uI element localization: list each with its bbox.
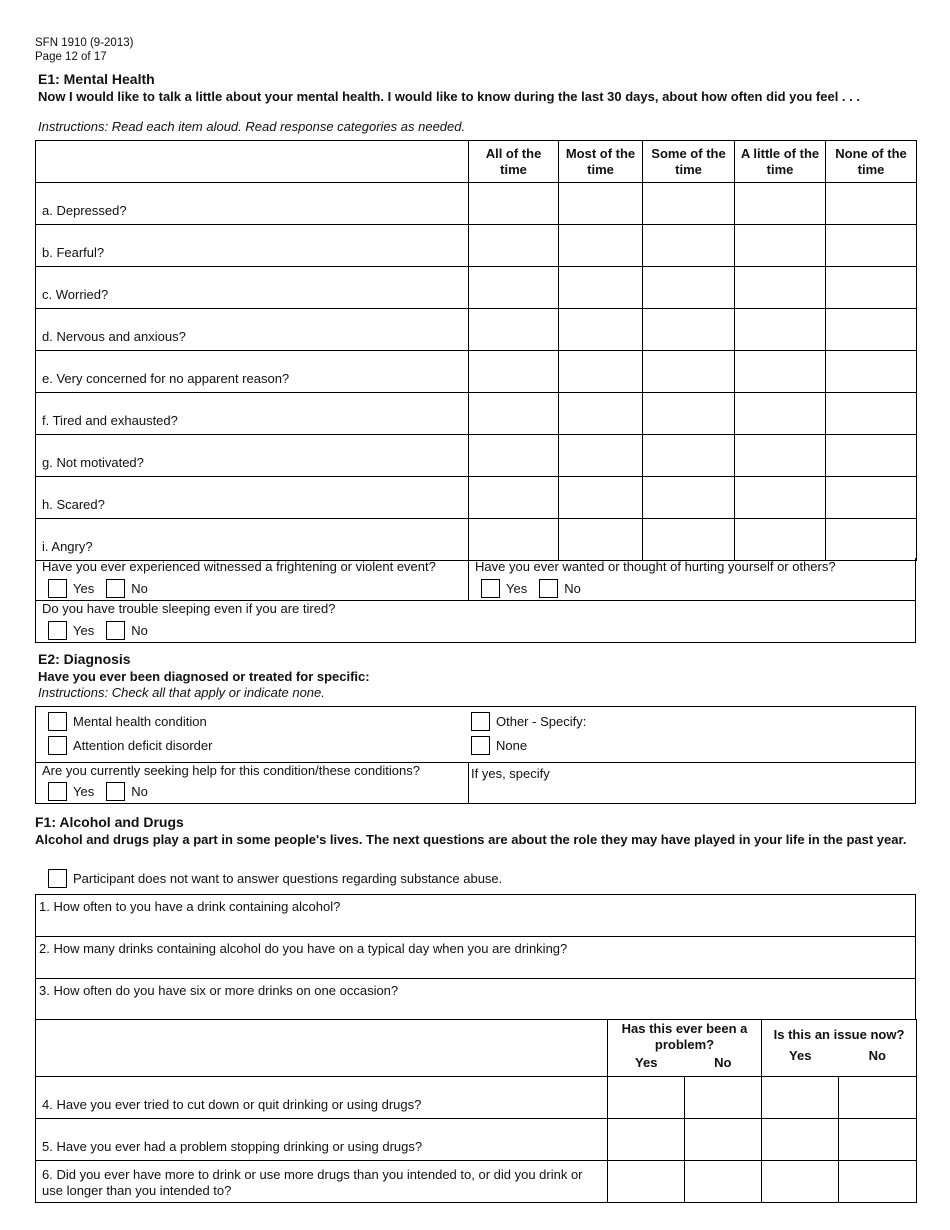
q-seeking-options: [48, 782, 160, 801]
answer-cell[interactable]: [735, 477, 826, 519]
answer-cell[interactable]: [469, 267, 559, 309]
page-number: Page 12 of 17: [35, 51, 107, 63]
no-label: No: [131, 784, 148, 799]
answer-cell[interactable]: [826, 309, 917, 351]
answer-cell[interactable]: [685, 1161, 762, 1203]
answer-cell[interactable]: [608, 1077, 685, 1119]
yes-label: Yes: [506, 581, 528, 596]
answer-cell[interactable]: [762, 1119, 839, 1161]
answer-cell[interactable]: [469, 309, 559, 351]
table-row: [36, 1077, 917, 1119]
sleeping-yes-checkbox[interactable]: [48, 621, 67, 640]
col-problem-header: [608, 1020, 762, 1077]
answer-cell[interactable]: [559, 309, 643, 351]
option-decline: [48, 869, 502, 888]
f1-title: F1: Alcohol and Drugs: [35, 814, 184, 830]
no-label: No: [564, 581, 581, 596]
hurting-no-checkbox[interactable]: [539, 579, 558, 598]
answer-cell[interactable]: [469, 183, 559, 225]
e2-intro: Have you ever been diagnosed or treated for specific:: [38, 669, 370, 684]
q-hurting: Have you ever wanted or thought of hurting yourself or others?: [475, 559, 836, 574]
e1-title: E1: Mental Health: [38, 71, 155, 87]
q5-label: 5. Have you ever had a problem stopping drinking or using drugs?: [36, 1119, 608, 1161]
if-yes-specify-field[interactable]: [469, 763, 915, 803]
q-violent-event: Have you ever experienced witnessed a frightening or violent event?: [42, 559, 436, 574]
q3-label: 3. How often do you have six or more drinks on one occasion?: [39, 983, 399, 998]
answer-cell[interactable]: [735, 267, 826, 309]
violent-yes-checkbox[interactable]: [48, 579, 67, 598]
table-row: [36, 393, 917, 435]
answer-cell[interactable]: [826, 183, 917, 225]
item-label: c. Worried?: [36, 267, 469, 309]
answer-cell[interactable]: [826, 393, 917, 435]
answer-cell[interactable]: [608, 1119, 685, 1161]
q1-label: 1. How often to you have a drink containing alcohol?: [39, 899, 341, 914]
option-add: [48, 736, 212, 755]
answer-cell[interactable]: [559, 183, 643, 225]
answer-cell[interactable]: [643, 351, 735, 393]
hurting-yes-checkbox[interactable]: [481, 579, 500, 598]
col-issue-header: [762, 1020, 917, 1077]
item-label: e. Very concerned for no apparent reason?: [36, 351, 469, 393]
answer-cell[interactable]: [559, 519, 643, 561]
add-checkbox[interactable]: [48, 736, 67, 755]
violent-no-checkbox[interactable]: [106, 579, 125, 598]
answer-cell[interactable]: [643, 225, 735, 267]
answer-cell[interactable]: [839, 1077, 917, 1119]
col-none-of-time: None of the time: [826, 141, 917, 183]
col-most-of-time: Most of the time: [559, 141, 643, 183]
answer-cell[interactable]: [735, 393, 826, 435]
add-label: Attention deficit disorder: [73, 738, 213, 753]
answer-cell[interactable]: [826, 267, 917, 309]
answer-cell[interactable]: [559, 267, 643, 309]
answer-cell[interactable]: [643, 267, 735, 309]
e1-intro: Now I would like to talk a little about your mental health. I would like to know during the last 30 days, about how often did you feel . . .: [38, 89, 860, 104]
answer-cell[interactable]: [839, 1119, 917, 1161]
col-issue-subheads: [762, 1048, 916, 1063]
option-none: [471, 736, 527, 755]
answer-cell[interactable]: [735, 435, 826, 477]
problem-yes-head: Yes: [635, 1055, 658, 1070]
answer-cell[interactable]: [826, 225, 917, 267]
answer-cell[interactable]: [469, 435, 559, 477]
yes-label: Yes: [73, 784, 95, 799]
answer-cell[interactable]: [559, 351, 643, 393]
form-number: SFN 1910 (9-2013): [35, 37, 134, 49]
q-violent-options: [48, 579, 160, 598]
answer-cell[interactable]: [685, 1077, 762, 1119]
divider: [36, 936, 915, 937]
q-sleeping-options: [48, 621, 160, 640]
other-label: Other - Specify:: [496, 714, 587, 729]
if-yes-specify-label: If yes, specify: [471, 766, 550, 781]
header-blank: [36, 1020, 608, 1077]
alcohol-questions-box: [35, 894, 916, 1020]
option-mental-health: [48, 712, 207, 731]
answer-cell[interactable]: [559, 225, 643, 267]
no-label: No: [131, 581, 148, 596]
answer-cell[interactable]: [643, 435, 735, 477]
answer-cell[interactable]: [685, 1119, 762, 1161]
q4-label: 4. Have you ever tried to cut down or quit drinking or using drugs?: [36, 1077, 608, 1119]
mental-health-label: Mental health condition: [73, 714, 207, 729]
table-row: [36, 477, 917, 519]
f1-intro: Alcohol and drugs play a part in some people's lives. The next questions are about the role they may have played in your life in the past year.: [35, 832, 907, 847]
problem-no-head: No: [714, 1055, 732, 1070]
item-label: f. Tired and exhausted?: [36, 393, 469, 435]
answer-cell[interactable]: [735, 183, 826, 225]
answer-cell[interactable]: [469, 351, 559, 393]
header-blank: [36, 141, 469, 183]
col-all-of-time: All of the time: [469, 141, 559, 183]
yes-label: Yes: [73, 623, 95, 638]
no-label: No: [131, 623, 148, 638]
q-seeking-help: Are you currently seeking help for this condition/these conditions?: [42, 763, 420, 778]
mental-health-checkbox[interactable]: [48, 712, 67, 731]
item-label: a. Depressed?: [36, 183, 469, 225]
table-row: [36, 309, 917, 351]
table-row: [36, 267, 917, 309]
answer-cell[interactable]: [826, 351, 917, 393]
e2-instructions: Instructions: Check all that apply or indicate none.: [38, 685, 325, 700]
e2-title: E2: Diagnosis: [38, 651, 131, 667]
problem-header-row: [36, 1020, 917, 1077]
problem-table: [35, 1019, 917, 1203]
answer-cell[interactable]: [559, 393, 643, 435]
diagnosis-box: [35, 706, 916, 804]
answer-cell[interactable]: [469, 477, 559, 519]
seeking-yes-checkbox[interactable]: [48, 782, 67, 801]
item-label: b. Fearful?: [36, 225, 469, 267]
table-row: [36, 351, 917, 393]
answer-cell[interactable]: [559, 435, 643, 477]
answer-cell[interactable]: [762, 1161, 839, 1203]
table-row: [36, 435, 917, 477]
answer-cell[interactable]: [735, 225, 826, 267]
table-row: [36, 519, 917, 561]
none-label: None: [496, 738, 528, 753]
item-label: i. Angry?: [36, 519, 469, 561]
option-other: [471, 712, 586, 731]
mental-health-header-row: [36, 141, 917, 183]
answer-cell[interactable]: [469, 519, 559, 561]
col-problem-subheads: [608, 1055, 761, 1070]
issue-yes-head: Yes: [789, 1048, 812, 1063]
answer-cell[interactable]: [735, 309, 826, 351]
q-sleeping: Do you have trouble sleeping even if you are tired?: [42, 601, 336, 616]
answer-cell[interactable]: [643, 519, 735, 561]
col-little-of-time: A little of the time: [735, 141, 826, 183]
e1-instructions: Instructions: Read each item aloud. Read response categories as needed.: [38, 119, 466, 134]
col-issue-title: Is this an issue now?: [773, 1027, 905, 1042]
answer-cell[interactable]: [469, 393, 559, 435]
table-row: [36, 1119, 917, 1161]
answer-cell[interactable]: [762, 1077, 839, 1119]
other-checkbox[interactable]: [471, 712, 490, 731]
decline-label: Participant does not want to answer questions regarding substance abuse.: [73, 871, 503, 886]
answer-cell[interactable]: [826, 477, 917, 519]
answer-cell[interactable]: [839, 1161, 917, 1203]
answer-cell[interactable]: [735, 351, 826, 393]
answer-cell[interactable]: [608, 1161, 685, 1203]
issue-no-head: No: [868, 1048, 886, 1063]
answer-cell[interactable]: [826, 519, 917, 561]
answer-cell[interactable]: [469, 225, 559, 267]
divider: [468, 558, 469, 600]
q2-label: 2. How many drinks containing alcohol do you have on a typical day when you are drinking?: [39, 941, 568, 956]
yes-label: Yes: [73, 581, 95, 596]
mental-health-table: [35, 140, 917, 561]
answer-cell[interactable]: [735, 519, 826, 561]
seeking-no-checkbox[interactable]: [106, 782, 125, 801]
col-some-of-time: Some of the time: [643, 141, 735, 183]
answer-cell[interactable]: [559, 477, 643, 519]
divider: [36, 978, 915, 979]
none-checkbox[interactable]: [471, 736, 490, 755]
item-label: h. Scared?: [36, 477, 469, 519]
e1-questions-box: [35, 558, 916, 643]
answer-cell[interactable]: [643, 393, 735, 435]
table-row: [36, 1161, 917, 1203]
answer-cell[interactable]: [826, 435, 917, 477]
item-label: g. Not motivated?: [36, 435, 469, 477]
item-label: d. Nervous and anxious?: [36, 309, 469, 351]
answer-cell[interactable]: [643, 183, 735, 225]
answer-cell[interactable]: [643, 477, 735, 519]
answer-cell[interactable]: [643, 309, 735, 351]
sleeping-no-checkbox[interactable]: [106, 621, 125, 640]
table-row: [36, 183, 917, 225]
table-row: [36, 225, 917, 267]
q6-label: 6. Did you ever have more to drink or use more drugs than you intended to, or did you drink or use longer than you intended to?: [36, 1161, 608, 1203]
col-problem-title: Has this ever been a problem?: [621, 1021, 748, 1052]
decline-checkbox[interactable]: [48, 869, 67, 888]
q-hurting-options: [481, 579, 593, 598]
